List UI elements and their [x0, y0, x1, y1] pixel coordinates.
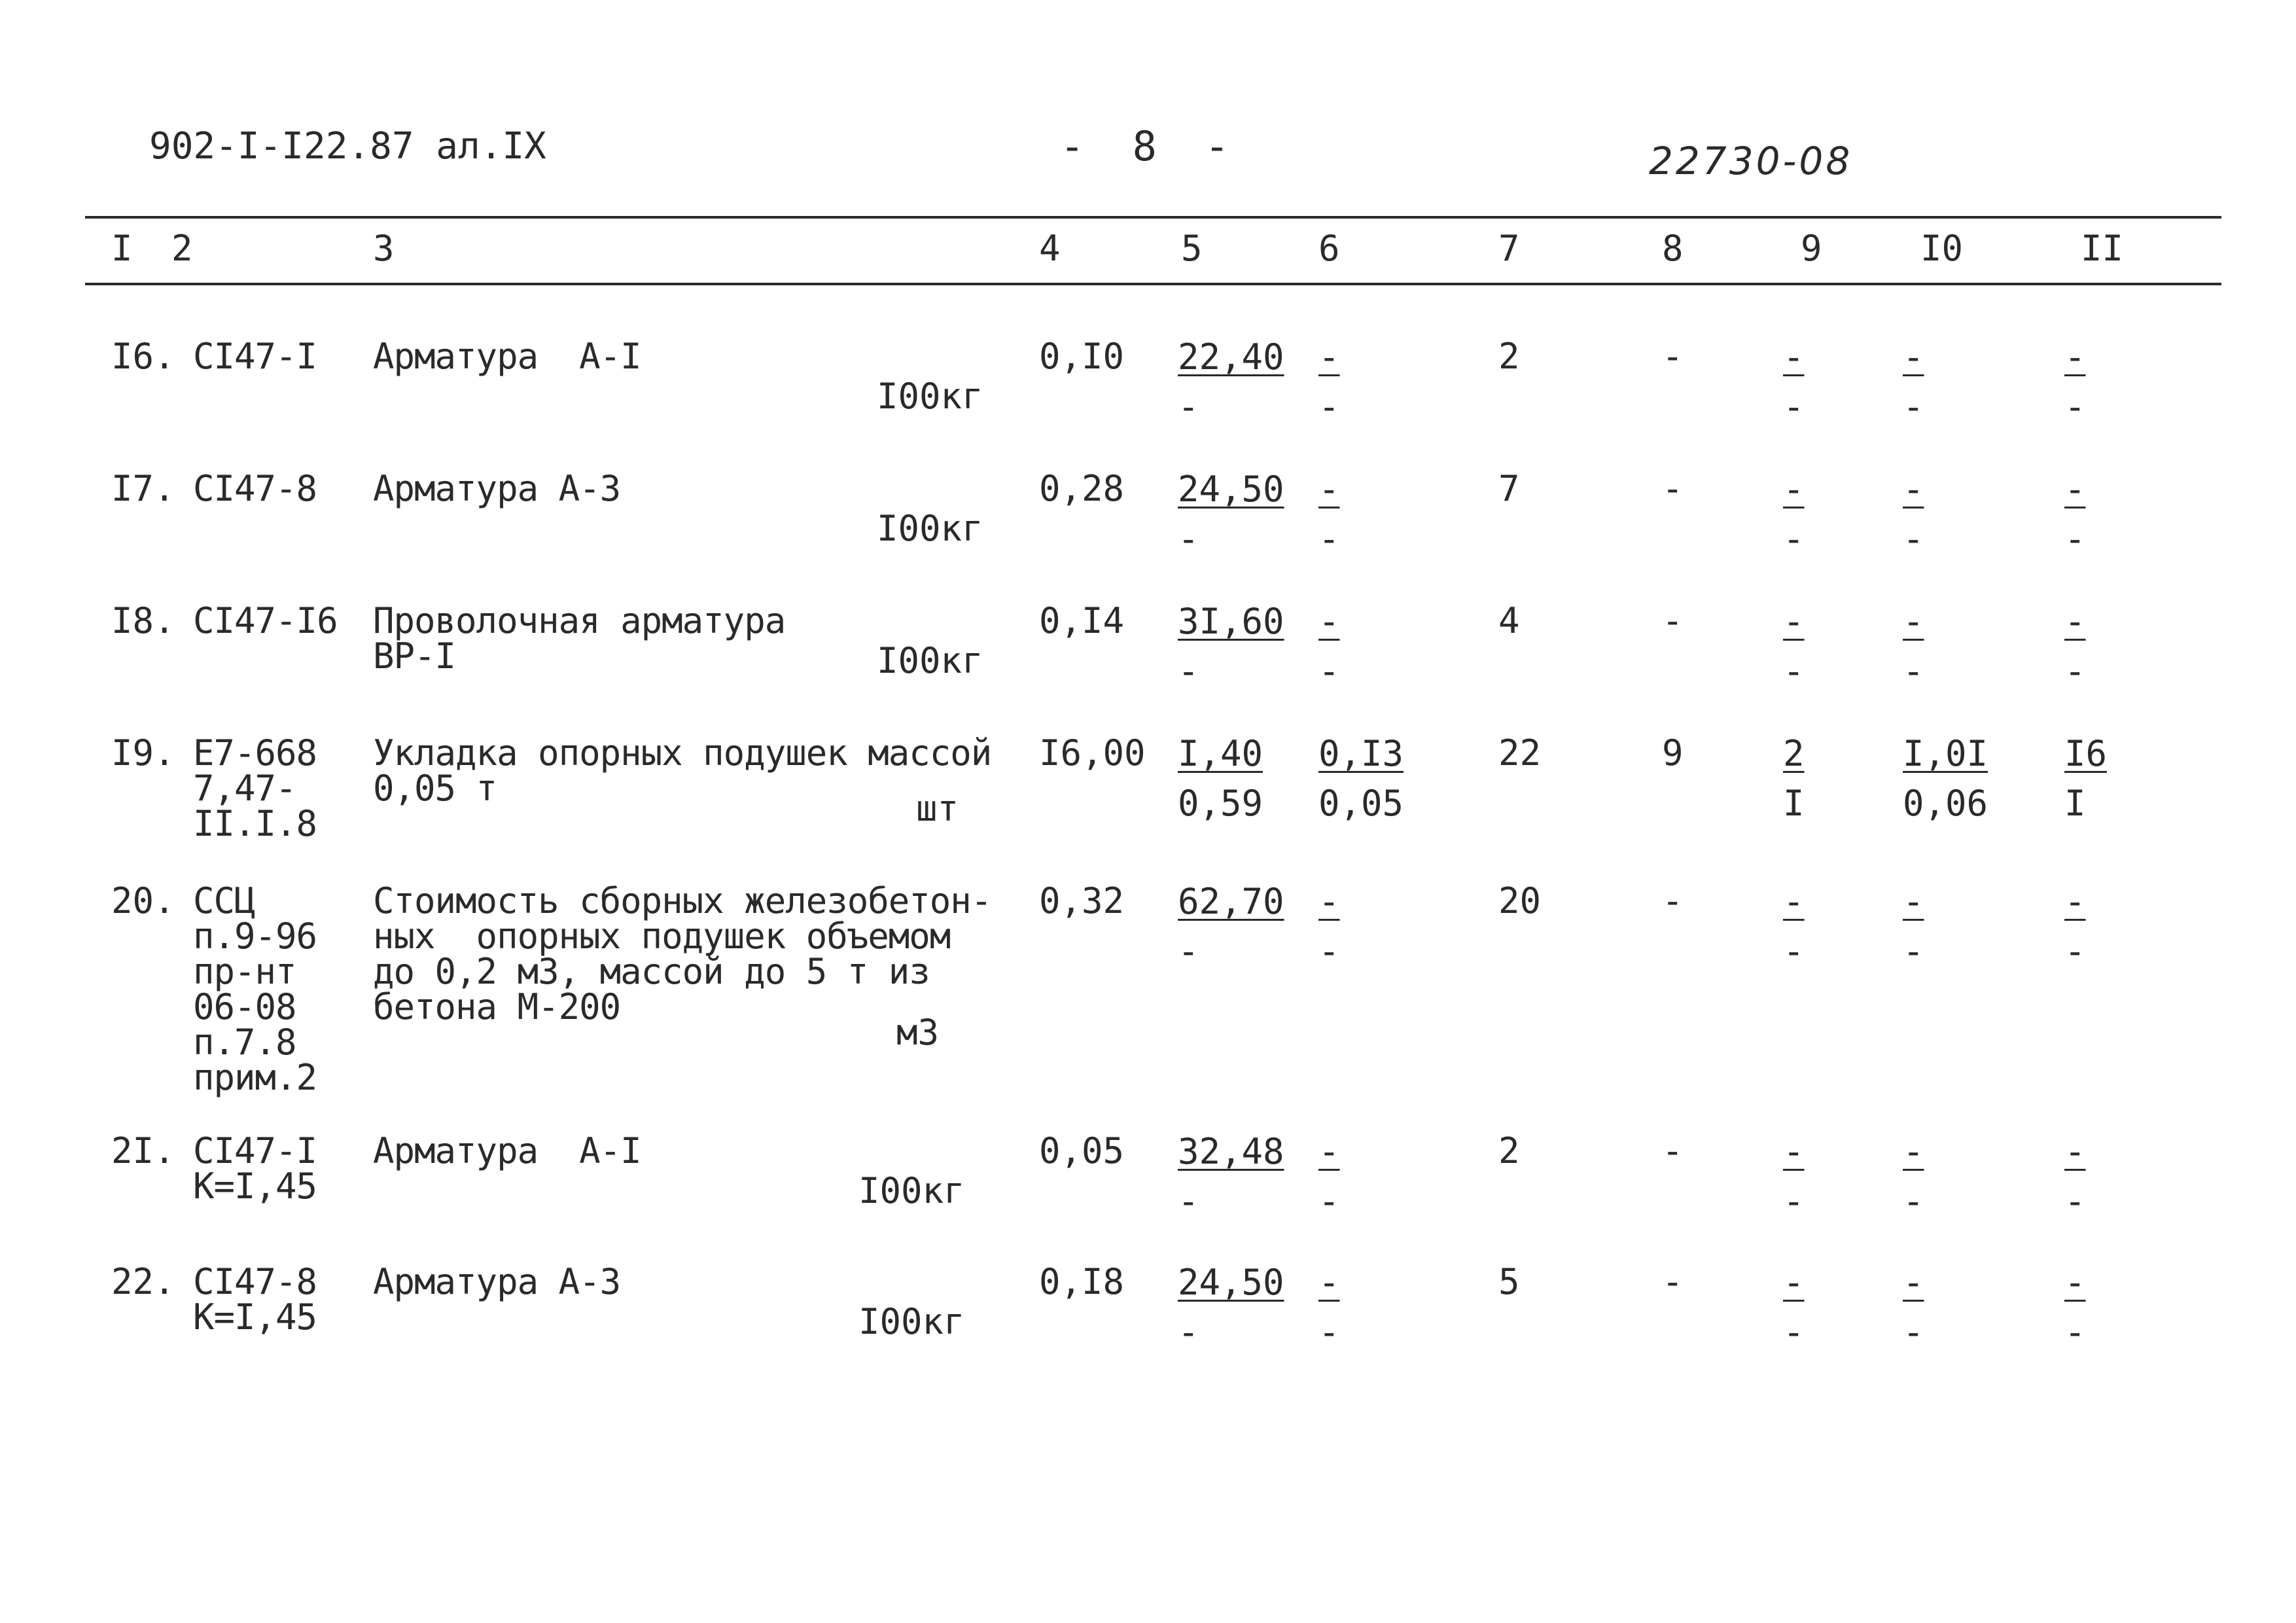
work-name: Стоимость сборных железобетон- ных опорных подушек объемом до 0,2 м3, массой до 5 т из бетона М-200 [373, 880, 992, 1027]
col9-numerator: - [1783, 469, 1805, 510]
col11-denominator: - [2064, 931, 2086, 972]
col5-denominator: - [1178, 386, 1199, 427]
col11-denominator: I [2064, 783, 2086, 824]
col10-denominator: - [1903, 518, 1924, 560]
col11-numerator: - [2064, 469, 2086, 510]
col7-value: 22 [1498, 732, 1542, 774]
col9-numerator: 2 [1783, 733, 1805, 774]
col11-numerator: - [2064, 336, 2086, 378]
col6-denominator: - [1318, 651, 1340, 692]
col11-numerator: - [2064, 881, 2086, 922]
col-header-8: 8 [1662, 228, 1684, 269]
col5-denominator: 0,59 [1178, 783, 1263, 824]
col7-value: 7 [1498, 468, 1520, 509]
col6-numerator: - [1318, 336, 1340, 378]
col10-numerator: - [1903, 1262, 1924, 1303]
rate-code: CI47-8 [193, 468, 317, 509]
rate-code: CI47-I К=I,45 [193, 1130, 317, 1207]
col6-denominator: - [1318, 518, 1340, 560]
col11-numerator: I6 [2064, 733, 2108, 774]
col11-numerator: - [2064, 601, 2086, 642]
col-header-10: I0 [1920, 228, 1964, 269]
col5-numerator: 62,70 [1178, 881, 1284, 922]
row-number: I8. [111, 600, 175, 641]
col6-numerator: 0,I3 [1318, 733, 1404, 774]
quantity: I6,00 [1039, 732, 1146, 774]
col5-numerator: 24,50 [1178, 469, 1284, 510]
col10-denominator: - [1903, 931, 1924, 972]
col-header-11: II [2081, 228, 2124, 269]
col5-numerator: I,40 [1178, 733, 1263, 774]
rate-code: CI47-I [193, 336, 317, 377]
col-header-6: 6 [1318, 228, 1340, 269]
unit-of-measure: I00кг [877, 376, 983, 417]
col10-numerator: - [1903, 469, 1924, 510]
col10-numerator: I,0I [1903, 733, 1988, 774]
col5-numerator: 3I,60 [1178, 601, 1284, 642]
col9-denominator: - [1783, 518, 1805, 560]
col6-denominator: - [1318, 1311, 1340, 1353]
table-header-rule [85, 283, 2221, 285]
row-number: I6. [111, 336, 175, 377]
col10-numerator: - [1903, 881, 1924, 922]
stamp-number: 22730-08 [1649, 139, 1853, 183]
unit-of-measure: м3 [896, 1012, 940, 1053]
work-name: Проволочная арматура ВР-I [373, 600, 786, 677]
quantity: 0,05 [1039, 1130, 1125, 1171]
col-header-9: 9 [1801, 228, 1822, 269]
col10-denominator: - [1903, 651, 1924, 692]
col8-value: 9 [1662, 732, 1684, 774]
col9-numerator: - [1783, 1131, 1805, 1172]
col7-value: 4 [1498, 600, 1520, 641]
col5-denominator: - [1178, 1311, 1199, 1353]
col-header-1: I [111, 228, 133, 269]
col5-denominator: - [1178, 518, 1199, 560]
rate-code: CI47-I6 [193, 600, 338, 641]
col7-value: 5 [1498, 1261, 1520, 1302]
col6-denominator: - [1318, 386, 1340, 427]
col11-denominator: - [2064, 518, 2086, 560]
col-header-7: 7 [1498, 228, 1520, 269]
col9-denominator: - [1783, 651, 1805, 692]
work-name: Арматура А-I [373, 1130, 641, 1171]
col-header-5: 5 [1181, 228, 1203, 269]
col5-numerator: 22,40 [1178, 336, 1284, 378]
col-header-4: 4 [1039, 228, 1061, 269]
col10-numerator: - [1903, 336, 1924, 378]
document-code: 902-I-I22.87 ал.IX [149, 125, 546, 168]
col9-numerator: - [1783, 601, 1805, 642]
col9-denominator: - [1783, 386, 1805, 427]
col11-denominator: - [2064, 386, 2086, 427]
quantity: 0,28 [1039, 468, 1125, 509]
col11-denominator: - [2064, 651, 2086, 692]
col6-denominator: - [1318, 931, 1340, 972]
col10-denominator: 0,06 [1903, 783, 1988, 824]
col-header-2: 2 [171, 228, 193, 269]
col6-denominator: 0,05 [1318, 783, 1404, 824]
row-number: I9. [111, 732, 175, 774]
col9-numerator: - [1783, 336, 1805, 378]
col8-value: - [1662, 1130, 1684, 1171]
unit-of-measure: I00кг [877, 640, 983, 681]
row-number: 20. [111, 880, 175, 921]
quantity: 0,32 [1039, 880, 1125, 921]
col6-numerator: - [1318, 469, 1340, 510]
row-number: 2I. [111, 1130, 175, 1171]
col5-denominator: - [1178, 931, 1199, 972]
col9-denominator: - [1783, 1311, 1805, 1353]
col8-value: - [1662, 600, 1684, 641]
col9-denominator: - [1783, 1181, 1805, 1222]
col11-numerator: - [2064, 1262, 2086, 1303]
col6-numerator: - [1318, 1262, 1340, 1303]
col9-denominator: I [1783, 783, 1805, 824]
col8-value: - [1662, 880, 1684, 921]
col11-numerator: - [2064, 1131, 2086, 1172]
unit-of-measure: шт [916, 788, 959, 829]
unit-of-measure: I00кг [858, 1301, 965, 1342]
work-name: Арматура А-I [373, 336, 641, 377]
col5-denominator: - [1178, 1181, 1199, 1222]
col5-numerator: 32,48 [1178, 1131, 1284, 1172]
col9-numerator: - [1783, 1262, 1805, 1303]
col9-numerator: - [1783, 881, 1805, 922]
col11-denominator: - [2064, 1181, 2086, 1222]
col-header-3: 3 [373, 228, 395, 269]
col6-denominator: - [1318, 1181, 1340, 1222]
col8-value: - [1662, 336, 1684, 377]
quantity: 0,I4 [1039, 600, 1125, 641]
col8-value: - [1662, 1261, 1684, 1302]
col11-denominator: - [2064, 1311, 2086, 1353]
col5-denominator: - [1178, 651, 1199, 692]
col9-denominator: - [1783, 931, 1805, 972]
col7-value: 20 [1498, 880, 1542, 921]
col10-numerator: - [1903, 601, 1924, 642]
col10-denominator: - [1903, 1311, 1924, 1353]
rate-code: E7-668 7,47- II.I.8 [193, 732, 317, 844]
work-name: Арматура А-3 [373, 468, 621, 509]
col7-value: 2 [1498, 1130, 1520, 1171]
col6-numerator: - [1318, 1131, 1340, 1172]
col7-value: 2 [1498, 336, 1520, 377]
work-name: Укладка опорных подушек массой 0,05 т [373, 732, 992, 809]
work-name: Арматура А-3 [373, 1261, 621, 1302]
row-number: I7. [111, 468, 175, 509]
col8-value: - [1662, 468, 1684, 509]
unit-of-measure: I00кг [858, 1170, 965, 1211]
row-number: 22. [111, 1261, 175, 1302]
page-number: - 8 - [1060, 122, 1241, 170]
col10-denominator: - [1903, 386, 1924, 427]
unit-of-measure: I00кг [877, 508, 983, 549]
rate-code: CI47-8 К=I,45 [193, 1261, 317, 1338]
col5-numerator: 24,50 [1178, 1262, 1284, 1303]
col6-numerator: - [1318, 601, 1340, 642]
table-top-rule [85, 216, 2221, 219]
col6-numerator: - [1318, 881, 1340, 922]
quantity: 0,I8 [1039, 1261, 1125, 1302]
quantity: 0,I0 [1039, 336, 1125, 377]
col10-numerator: - [1903, 1131, 1924, 1172]
rate-code: ССЦ п.9-96 пр-нт 06-08 п.7.8 прим.2 [193, 880, 317, 1098]
col10-denominator: - [1903, 1181, 1924, 1222]
